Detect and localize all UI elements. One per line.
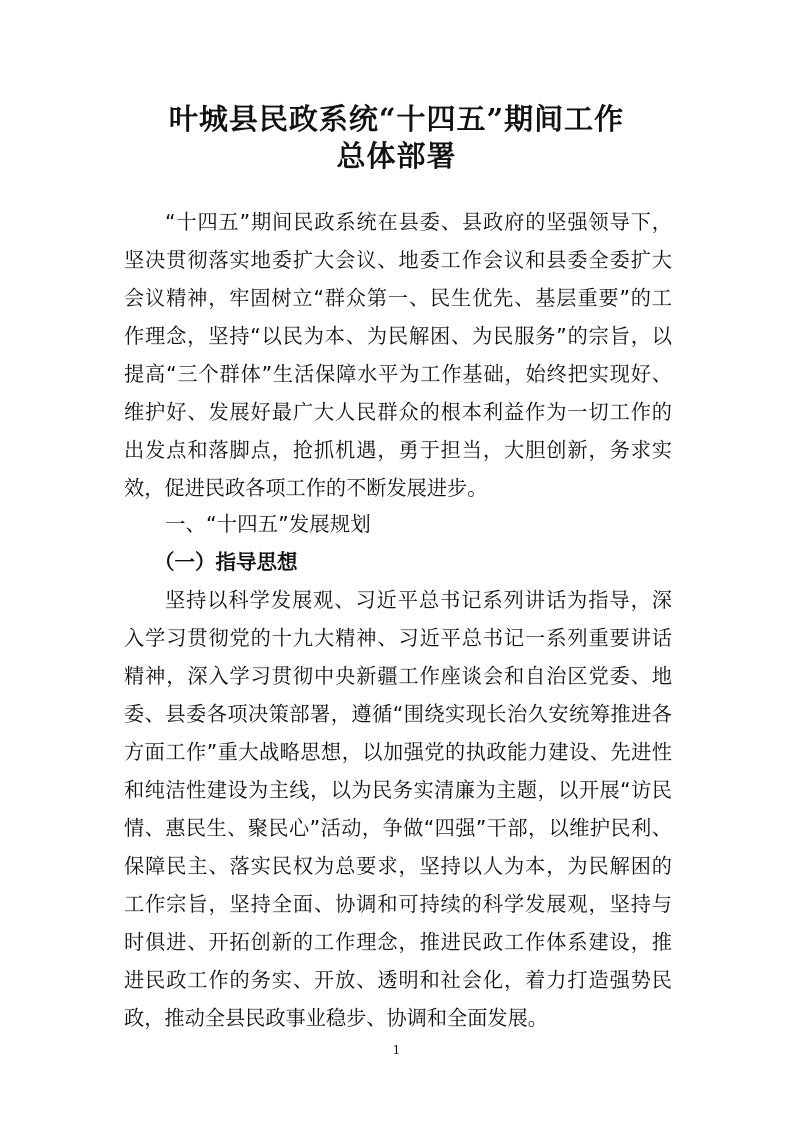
intro-paragraph-line: 出发点和落脚点，抢抓机遇，勇于担当，大胆创新，务求实 bbox=[124, 438, 672, 462]
guiding-paragraph-line: 方面工作”重大战略思想，以加强党的执政能力建设、先进性 bbox=[124, 740, 672, 764]
guiding-paragraph-line: 情、惠民生、聚民心”活动，争做“四强”干部，以维护民利、 bbox=[124, 816, 672, 840]
guiding-paragraph-line: 进民政工作的务实、开放、透明和社会化，着力打造强势民 bbox=[124, 968, 672, 992]
guiding-paragraph-line: 坚持以科学发展观、习近平总书记系列讲话为指导，深 bbox=[165, 588, 672, 612]
guiding-paragraph-line: 精神，深入学习贯彻中央新疆工作座谈会和自治区党委、地 bbox=[124, 664, 672, 688]
page-number: 1 bbox=[392, 1043, 401, 1057]
guiding-paragraph-line: 政，推动全县民政事业稳步、协调和全面发展。 bbox=[124, 1006, 548, 1030]
guiding-paragraph-line: 委、县委各项决策部署，遵循“围绕实现长治久安统筹推进各 bbox=[124, 702, 672, 726]
guiding-paragraph-line: 和纯洁性建设为主线，以为民务实清廉为主题，以开展“访民 bbox=[124, 778, 672, 802]
document-title-line-2: 总体部署 bbox=[336, 139, 457, 173]
document-title-line-1: 叶城县民政系统“十四五”期间工作 bbox=[168, 102, 625, 136]
intro-paragraph-line: “十四五”期间民政系统在县委、县政府的坚强领导下， bbox=[165, 210, 672, 234]
subsection-heading: （一）指导思想 bbox=[154, 550, 298, 574]
intro-paragraph-line: 作理念，坚持“以民为本、为民解困、为民服务”的宗旨，以 bbox=[124, 324, 672, 348]
intro-paragraph-line: 提高“三个群体”生活保障水平为工作基础，始终把实现好、 bbox=[124, 362, 672, 386]
section-heading: 一、“十四五”发展规划 bbox=[165, 512, 371, 536]
intro-paragraph-line: 坚决贯彻落实地委扩大会议、地委工作会议和县委全委扩大 bbox=[124, 248, 672, 272]
guiding-paragraph-line: 保障民主、落实民权为总要求，坚持以人为本，为民解困的 bbox=[124, 854, 672, 878]
guiding-paragraph-line: 工作宗旨，坚持全面、协调和可持续的科学发展观，坚持与 bbox=[124, 892, 672, 916]
guiding-paragraph-line: 时俱进、开拓创新的工作理念，推进民政工作体系建设，推 bbox=[124, 930, 672, 954]
intro-paragraph-line: 会议精神，牢固树立“群众第一、民生优先、基层重要”的工 bbox=[124, 286, 672, 310]
intro-paragraph-line: 效，促进民政各项工作的不断发展进步。 bbox=[124, 476, 488, 500]
guiding-paragraph-line: 入学习贯彻党的十九大精神、习近平总书记一系列重要讲话 bbox=[124, 626, 672, 650]
intro-paragraph-line: 维护好、发展好最广大人民群众的根本利益作为一切工作的 bbox=[124, 400, 672, 424]
